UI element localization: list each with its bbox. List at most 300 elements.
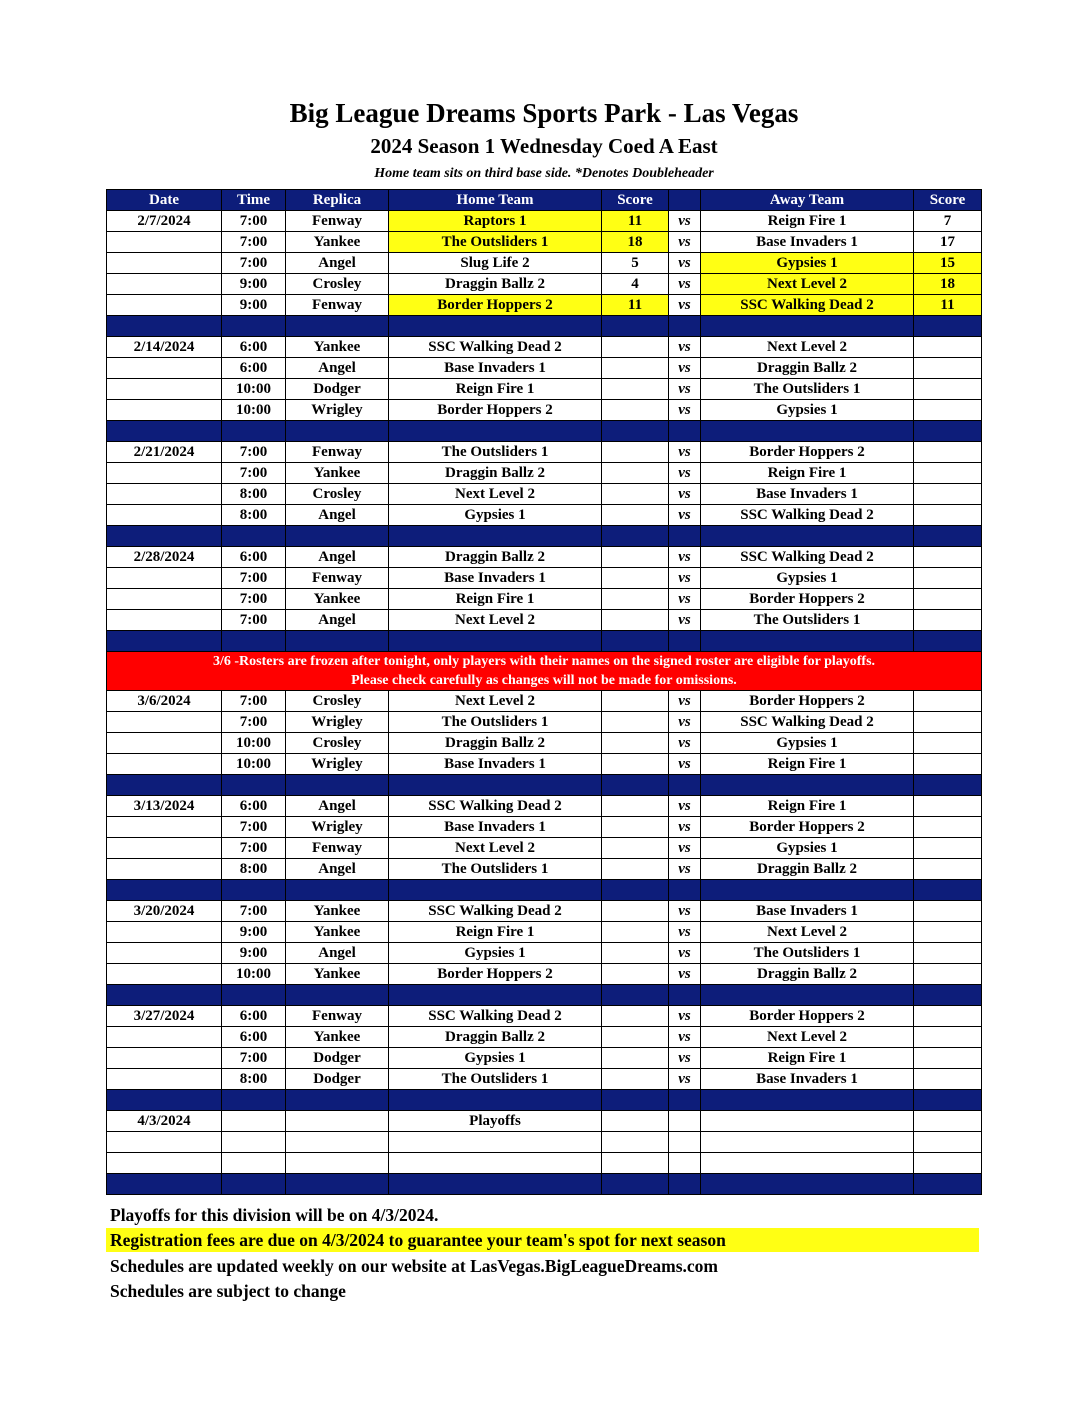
game-time: 7:00	[222, 1048, 286, 1069]
roster-notice-line-1: 3/6 -Rosters are frozen after tonight, only players with their names on the signed roster are eligible for playoffs.	[212, 654, 876, 669]
separator-cell	[222, 526, 286, 547]
vs-label: vs	[669, 253, 701, 274]
away-team: The Outsliders 1	[701, 379, 914, 400]
game-date	[107, 379, 222, 400]
game-row	[107, 274, 982, 295]
game-row	[107, 568, 982, 589]
vs-label: vs	[669, 964, 701, 985]
away-score: 17	[914, 232, 982, 253]
away-score	[914, 922, 982, 943]
vs-label: vs	[669, 943, 701, 964]
home-score	[602, 1111, 669, 1132]
away-team: Border Hoppers 2	[701, 589, 914, 610]
home-score	[602, 733, 669, 754]
game-field: Dodger	[286, 1048, 389, 1069]
game-date	[107, 610, 222, 631]
separator-cell	[669, 316, 701, 337]
roster-notice-row	[107, 652, 982, 691]
separator-cell	[286, 985, 389, 1006]
game-time: 7:00	[222, 691, 286, 712]
away-score	[914, 337, 982, 358]
separator-cell	[286, 526, 389, 547]
game-row	[107, 379, 982, 400]
game-time	[222, 1111, 286, 1132]
game-date	[107, 295, 222, 316]
separator-row	[107, 1090, 982, 1111]
game-field: Fenway	[286, 568, 389, 589]
home-team: Reign Fire 1	[389, 379, 602, 400]
separator-cell	[669, 1174, 701, 1195]
game-field: Crosley	[286, 733, 389, 754]
home-score	[602, 1069, 669, 1090]
game-time: 7:00	[222, 232, 286, 253]
game-time: 10:00	[222, 754, 286, 775]
game-date: 2/28/2024	[107, 547, 222, 568]
game-date	[107, 817, 222, 838]
separator-row	[107, 985, 982, 1006]
away-team	[701, 1132, 914, 1153]
game-time: 8:00	[222, 505, 286, 526]
away-team: Next Level 2	[701, 274, 914, 295]
game-date	[107, 463, 222, 484]
away-team: Draggin Ballz 2	[701, 859, 914, 880]
home-score	[602, 442, 669, 463]
game-field: Fenway	[286, 295, 389, 316]
game-date	[107, 922, 222, 943]
home-team: Next Level 2	[389, 838, 602, 859]
game-row	[107, 1006, 982, 1027]
vs-label: vs	[669, 1027, 701, 1048]
separator-cell	[914, 526, 982, 547]
page-subtitle: 2024 Season 1 Wednesday Coed A East	[370, 134, 718, 158]
game-date	[107, 712, 222, 733]
separator-cell	[602, 775, 669, 796]
separator-cell	[389, 421, 602, 442]
vs-label: vs	[669, 733, 701, 754]
vs-label: vs	[669, 211, 701, 232]
game-field: Wrigley	[286, 400, 389, 421]
game-field: Angel	[286, 358, 389, 379]
separator-cell	[701, 1090, 914, 1111]
separator-cell	[389, 631, 602, 652]
home-team: Next Level 2	[389, 691, 602, 712]
game-row	[107, 1069, 982, 1090]
game-row	[107, 253, 982, 274]
game-date	[107, 964, 222, 985]
home-score	[602, 922, 669, 943]
away-team: Gypsies 1	[701, 400, 914, 421]
game-date	[107, 568, 222, 589]
away-score	[914, 547, 982, 568]
home-team: Base Invaders 1	[389, 358, 602, 379]
away-score	[914, 589, 982, 610]
page-title: Big League Dreams Sports Park - Las Vegas	[289, 98, 799, 128]
away-score	[914, 463, 982, 484]
away-score	[914, 568, 982, 589]
separator-cell	[602, 985, 669, 1006]
game-time: 10:00	[222, 964, 286, 985]
away-score	[914, 1027, 982, 1048]
game-date: 2/7/2024	[107, 211, 222, 232]
vs-label: vs	[669, 505, 701, 526]
away-score	[914, 379, 982, 400]
separator-row	[107, 880, 982, 901]
game-row	[107, 712, 982, 733]
away-team: Next Level 2	[701, 337, 914, 358]
game-field: Angel	[286, 610, 389, 631]
game-date: 2/21/2024	[107, 442, 222, 463]
separator-cell	[602, 526, 669, 547]
home-team: Reign Fire 1	[389, 922, 602, 943]
header-row	[107, 190, 982, 211]
vs-label	[669, 1153, 701, 1174]
separator-cell	[107, 421, 222, 442]
away-team: Gypsies 1	[701, 568, 914, 589]
separator-cell	[107, 985, 222, 1006]
home-score	[602, 568, 669, 589]
separator-cell	[602, 631, 669, 652]
game-field: Angel	[286, 796, 389, 817]
away-score	[914, 733, 982, 754]
home-team: SSC Walking Dead 2	[389, 1006, 602, 1027]
separator-cell	[914, 421, 982, 442]
separator-cell	[914, 985, 982, 1006]
home-score	[602, 337, 669, 358]
col-vs	[669, 190, 701, 211]
separator-cell	[602, 880, 669, 901]
away-score	[914, 754, 982, 775]
schedule-body	[107, 211, 982, 1195]
game-time: 7:00	[222, 442, 286, 463]
home-team: Border Hoppers 2	[389, 295, 602, 316]
col-away-score: Score	[914, 190, 982, 211]
away-team: SSC Walking Dead 2	[701, 505, 914, 526]
vs-label: vs	[669, 568, 701, 589]
vs-label: vs	[669, 337, 701, 358]
away-score	[914, 691, 982, 712]
game-row	[107, 964, 982, 985]
vs-label: vs	[669, 838, 701, 859]
game-field: Yankee	[286, 589, 389, 610]
game-row	[107, 733, 982, 754]
game-time: 9:00	[222, 922, 286, 943]
game-time: 7:00	[222, 589, 286, 610]
away-team: The Outsliders 1	[701, 610, 914, 631]
home-team: The Outsliders 1	[389, 442, 602, 463]
game-row	[107, 1153, 982, 1174]
vs-label: vs	[669, 1069, 701, 1090]
home-score	[602, 1153, 669, 1174]
game-field: Angel	[286, 943, 389, 964]
game-date	[107, 253, 222, 274]
game-time: 7:00	[222, 838, 286, 859]
away-score	[914, 1111, 982, 1132]
game-field	[286, 1153, 389, 1174]
separator-cell	[222, 631, 286, 652]
away-team: Base Invaders 1	[701, 1069, 914, 1090]
game-date	[107, 943, 222, 964]
away-team: Next Level 2	[701, 922, 914, 943]
game-time: 6:00	[222, 796, 286, 817]
away-team: Base Invaders 1	[701, 901, 914, 922]
home-team: The Outsliders 1	[389, 232, 602, 253]
game-field: Dodger	[286, 379, 389, 400]
game-row	[107, 859, 982, 880]
game-date	[107, 484, 222, 505]
game-field: Angel	[286, 859, 389, 880]
separator-cell	[914, 880, 982, 901]
col-away-team: Away Team	[701, 190, 914, 211]
separator-cell	[914, 631, 982, 652]
game-date	[107, 859, 222, 880]
home-team: Playoffs	[389, 1111, 602, 1132]
game-date	[107, 232, 222, 253]
game-field: Fenway	[286, 211, 389, 232]
away-score	[914, 1048, 982, 1069]
home-score	[602, 358, 669, 379]
game-date	[107, 358, 222, 379]
game-date	[107, 1048, 222, 1069]
col-home-team: Home Team	[389, 190, 602, 211]
home-score	[602, 712, 669, 733]
game-time: 9:00	[222, 274, 286, 295]
separator-cell	[222, 985, 286, 1006]
game-row	[107, 295, 982, 316]
game-row	[107, 337, 982, 358]
vs-label: vs	[669, 358, 701, 379]
vs-label: vs	[669, 232, 701, 253]
vs-label: vs	[669, 442, 701, 463]
away-team: Draggin Ballz 2	[701, 964, 914, 985]
separator-cell	[222, 880, 286, 901]
home-score	[602, 463, 669, 484]
vs-label: vs	[669, 379, 701, 400]
vs-label: vs	[669, 400, 701, 421]
away-team: Reign Fire 1	[701, 754, 914, 775]
home-team: Gypsies 1	[389, 1048, 602, 1069]
game-row	[107, 1027, 982, 1048]
separator-cell	[701, 775, 914, 796]
separator-cell	[286, 631, 389, 652]
vs-label: vs	[669, 484, 701, 505]
game-row	[107, 943, 982, 964]
game-date	[107, 838, 222, 859]
game-time: 7:00	[222, 568, 286, 589]
home-score: 11	[602, 211, 669, 232]
game-field: Yankee	[286, 232, 389, 253]
footer-registration: Registration fees are due on 4/3/2024 to guarantee your team's spot for next season	[106, 1228, 979, 1252]
separator-cell	[286, 1090, 389, 1111]
separator-cell	[701, 526, 914, 547]
separator-cell	[701, 631, 914, 652]
separator-cell	[389, 1090, 602, 1111]
game-date: 4/3/2024	[107, 1111, 222, 1132]
game-row	[107, 922, 982, 943]
schedule-note: Home team sits on third base side. *Denotes Doubleheader	[374, 166, 714, 181]
home-team: SSC Walking Dead 2	[389, 796, 602, 817]
separator-cell	[222, 316, 286, 337]
home-score	[602, 610, 669, 631]
home-team: SSC Walking Dead 2	[389, 337, 602, 358]
game-time: 6:00	[222, 337, 286, 358]
away-team: Reign Fire 1	[701, 211, 914, 232]
separator-cell	[389, 880, 602, 901]
vs-label	[669, 1111, 701, 1132]
game-time: 7:00	[222, 817, 286, 838]
away-team: SSC Walking Dead 2	[701, 547, 914, 568]
away-score	[914, 1132, 982, 1153]
away-score	[914, 712, 982, 733]
home-score	[602, 484, 669, 505]
separator-cell	[701, 421, 914, 442]
separator-cell	[389, 985, 602, 1006]
vs-label: vs	[669, 610, 701, 631]
game-time	[222, 1132, 286, 1153]
home-score	[602, 1132, 669, 1153]
footer-updates: Schedules are updated weekly on our website at LasVegas.BigLeagueDreams.com	[110, 1256, 718, 1276]
home-score	[602, 1027, 669, 1048]
game-field: Yankee	[286, 964, 389, 985]
separator-row	[107, 421, 982, 442]
separator-cell	[669, 775, 701, 796]
home-score	[602, 838, 669, 859]
home-team: The Outsliders 1	[389, 1069, 602, 1090]
home-team: Draggin Ballz 2	[389, 463, 602, 484]
game-field: Fenway	[286, 442, 389, 463]
separator-cell	[107, 526, 222, 547]
home-score	[602, 943, 669, 964]
away-score	[914, 484, 982, 505]
away-score: 7	[914, 211, 982, 232]
game-field: Wrigley	[286, 754, 389, 775]
game-row	[107, 589, 982, 610]
vs-label: vs	[669, 547, 701, 568]
home-score	[602, 796, 669, 817]
home-team: Draggin Ballz 2	[389, 733, 602, 754]
game-time: 10:00	[222, 379, 286, 400]
game-time: 7:00	[222, 901, 286, 922]
separator-cell	[914, 1090, 982, 1111]
home-team: Base Invaders 1	[389, 754, 602, 775]
col-time: Time	[222, 190, 286, 211]
home-team: Base Invaders 1	[389, 817, 602, 838]
home-team: Gypsies 1	[389, 505, 602, 526]
away-team: Base Invaders 1	[701, 484, 914, 505]
home-score	[602, 379, 669, 400]
game-field: Yankee	[286, 337, 389, 358]
game-time: 8:00	[222, 484, 286, 505]
separator-cell	[222, 775, 286, 796]
game-time: 7:00	[222, 253, 286, 274]
away-team: Border Hoppers 2	[701, 817, 914, 838]
home-score	[602, 589, 669, 610]
separator-cell	[389, 775, 602, 796]
separator-cell	[107, 1174, 222, 1195]
game-date: 3/27/2024	[107, 1006, 222, 1027]
away-team: Border Hoppers 2	[701, 1006, 914, 1027]
col-date: Date	[107, 190, 222, 211]
game-field: Crosley	[286, 274, 389, 295]
vs-label: vs	[669, 901, 701, 922]
home-team: Raptors 1	[389, 211, 602, 232]
separator-cell	[602, 1090, 669, 1111]
home-team: Next Level 2	[389, 610, 602, 631]
home-team: Draggin Ballz 2	[389, 1027, 602, 1048]
home-score: 11	[602, 295, 669, 316]
vs-label: vs	[669, 691, 701, 712]
separator-cell	[286, 421, 389, 442]
home-score	[602, 1048, 669, 1069]
separator-cell	[701, 985, 914, 1006]
away-score	[914, 505, 982, 526]
home-team: Gypsies 1	[389, 943, 602, 964]
separator-cell	[914, 775, 982, 796]
game-row	[107, 400, 982, 421]
away-team: Next Level 2	[701, 1027, 914, 1048]
home-score	[602, 754, 669, 775]
schedule-table	[106, 189, 982, 1195]
game-date	[107, 1027, 222, 1048]
game-row	[107, 796, 982, 817]
away-score	[914, 1006, 982, 1027]
game-row	[107, 547, 982, 568]
game-row	[107, 484, 982, 505]
game-date	[107, 589, 222, 610]
game-row	[107, 901, 982, 922]
home-score: 4	[602, 274, 669, 295]
home-team: The Outsliders 1	[389, 712, 602, 733]
away-team: Reign Fire 1	[701, 463, 914, 484]
away-team: Border Hoppers 2	[701, 691, 914, 712]
game-row	[107, 610, 982, 631]
away-score	[914, 901, 982, 922]
away-score	[914, 358, 982, 379]
away-team: Draggin Ballz 2	[701, 358, 914, 379]
game-time	[222, 1153, 286, 1174]
roster-notice	[107, 652, 982, 691]
game-field: Angel	[286, 253, 389, 274]
home-score	[602, 901, 669, 922]
away-team: Reign Fire 1	[701, 1048, 914, 1069]
game-field: Angel	[286, 547, 389, 568]
game-row	[107, 211, 982, 232]
game-date	[107, 400, 222, 421]
game-row	[107, 817, 982, 838]
separator-cell	[602, 316, 669, 337]
separator-cell	[914, 316, 982, 337]
separator-cell	[389, 526, 602, 547]
game-field: Wrigley	[286, 817, 389, 838]
game-field: Fenway	[286, 838, 389, 859]
vs-label: vs	[669, 754, 701, 775]
away-team: Gypsies 1	[701, 733, 914, 754]
away-score: 11	[914, 295, 982, 316]
game-date	[107, 754, 222, 775]
home-score	[602, 400, 669, 421]
game-time: 7:00	[222, 463, 286, 484]
separator-cell	[669, 421, 701, 442]
game-date: 2/14/2024	[107, 337, 222, 358]
game-row	[107, 232, 982, 253]
game-time: 9:00	[222, 943, 286, 964]
game-field: Crosley	[286, 484, 389, 505]
home-score	[602, 691, 669, 712]
away-team: Gypsies 1	[701, 838, 914, 859]
game-row	[107, 838, 982, 859]
away-score	[914, 817, 982, 838]
home-score: 5	[602, 253, 669, 274]
game-row	[107, 1111, 982, 1132]
